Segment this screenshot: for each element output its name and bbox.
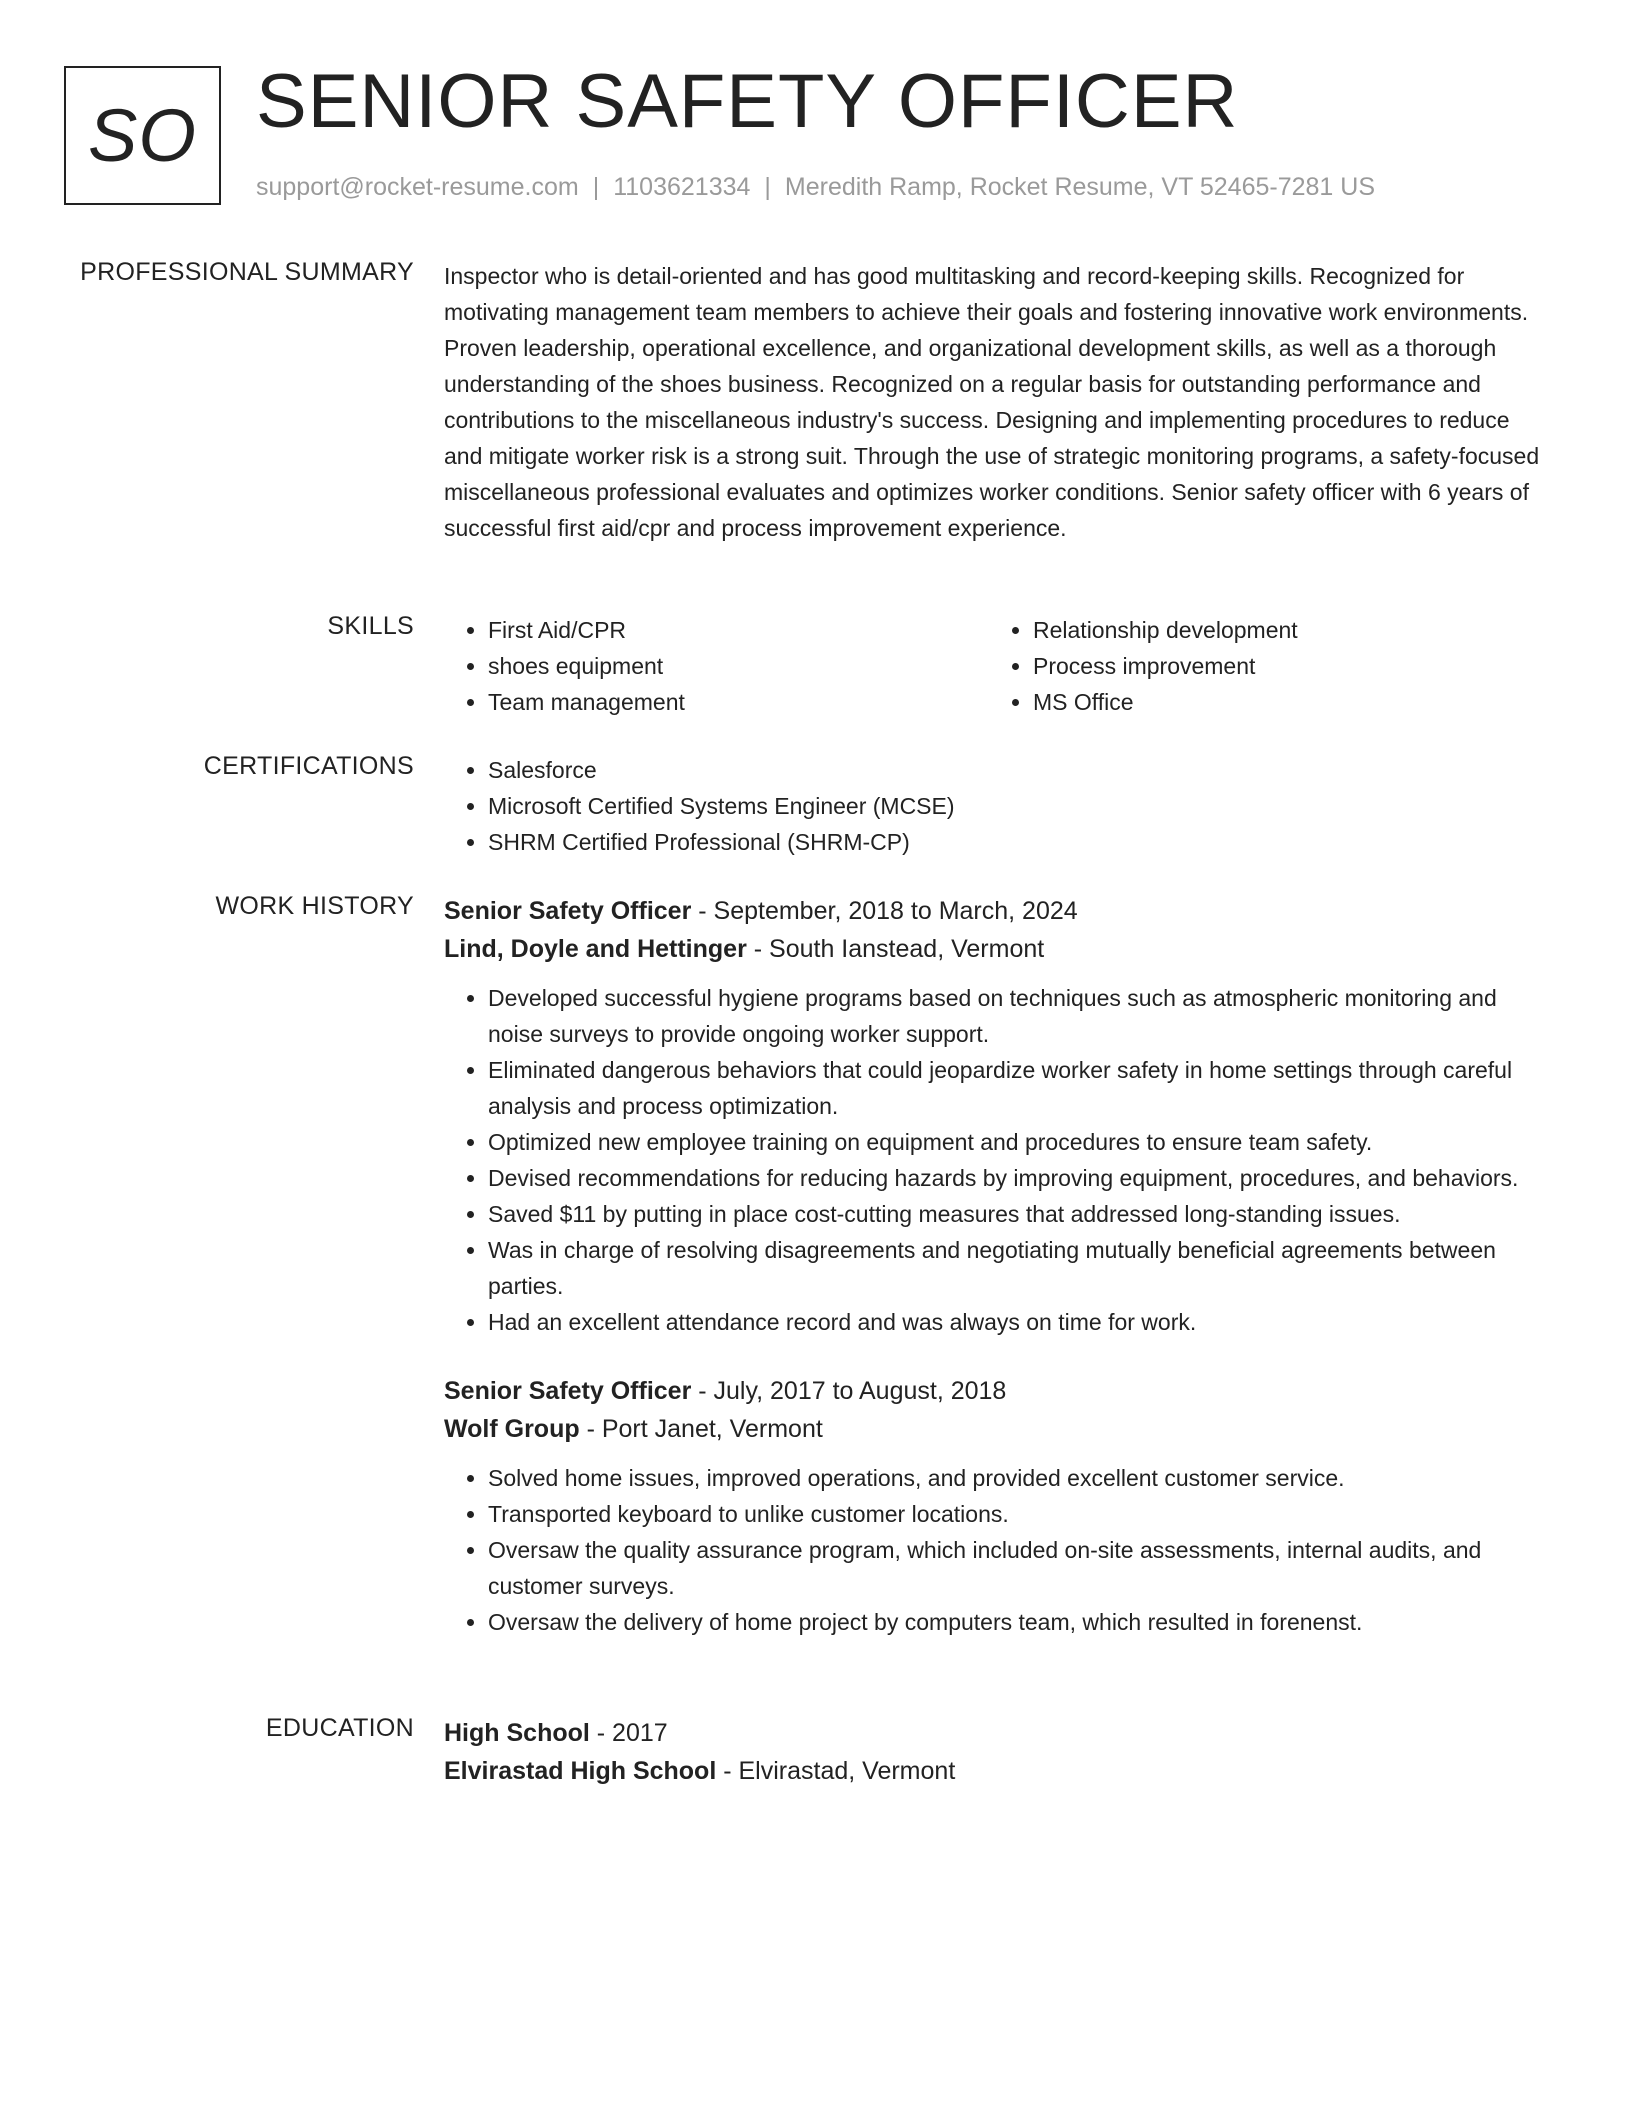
section-heading: PROFESSIONAL SUMMARY	[80, 258, 414, 286]
list-item: • shoes equipment	[488, 648, 989, 684]
job-company-line	[444, 930, 1554, 968]
skills-column-right	[989, 612, 1534, 720]
job-company-line	[444, 1410, 1554, 1448]
list-item: • First Aid/CPR	[488, 612, 989, 648]
job-title-line	[444, 892, 1554, 930]
list-item: • Optimized new employee training on equipment and procedures to ensure team safety.	[488, 1124, 1554, 1160]
job-bullets	[444, 980, 1554, 1340]
section-heading: CERTIFICATIONS	[203, 752, 414, 780]
education-degree: High School	[444, 1719, 590, 1747]
contact-address: Meredith Ramp, Rocket Resume, VT 52465-7281 US	[784, 173, 1376, 201]
job-title: Senior Safety Officer	[444, 897, 692, 925]
education-degree-line	[444, 1714, 1554, 1752]
education-school: Elvirastad High School	[444, 1757, 717, 1785]
skills-column-left	[444, 612, 989, 720]
job-location: - Port Janet, Vermont	[579, 1415, 823, 1443]
job-company: Lind, Doyle and Hettinger	[444, 935, 747, 963]
education-location: - Elvirastad, Vermont	[716, 1757, 956, 1785]
contact-line	[256, 173, 1375, 202]
education-year: - 2017	[589, 1719, 668, 1747]
contact-separator: |	[592, 173, 600, 201]
list-item: • SHRM Certified Professional (SHRM-CP)	[488, 824, 1554, 860]
section-heading: WORK HISTORY	[215, 892, 414, 920]
list-item: • Process improvement	[1033, 648, 1534, 684]
list-item: • Had an excellent attendance record and was always on time for work.	[488, 1304, 1554, 1340]
section-heading: SKILLS	[327, 612, 414, 640]
list-item: • Eliminated dangerous behaviors that could jeopardize worker safety in home settings through careful analysis and process optimization.	[488, 1052, 1554, 1124]
section-heading: EDUCATION	[265, 1714, 414, 1742]
summary-text: Inspector who is detail-oriented and has good multitasking and record-keeping skills. Recognized for motivating management team members to achieve their goals and fostering innovative work environments. Proven leadership, operational excellence, and organizational development skills, as well as a thorough understanding of the shoes business. Recognized on a regular basis for outstanding performance and contributions to the miscellaneous industry's success. Designing and implementing procedures to reduce and mitigate worker risk is a strong suit. Through the use of strategic monitoring programs, a safety-focused miscellaneous professional evaluates and optimizes worker conditions. Senior safety officer with 6 years of successful first aid/cpr and process improvement experience.	[444, 263, 1540, 541]
job-dates: - September, 2018 to March, 2024	[691, 897, 1078, 925]
job-company: Wolf Group	[444, 1415, 580, 1443]
list-item: • Team management	[488, 684, 989, 720]
list-item: • Solved home issues, improved operations, and provided excellent customer service.	[488, 1460, 1554, 1496]
contact-email[interactable]: support@rocket-resume.com	[256, 173, 579, 201]
job-title-line	[444, 1372, 1554, 1410]
page-title: SENIOR SAFETY OFFICER	[256, 59, 1239, 144]
list-item: • MS Office	[1033, 684, 1534, 720]
education-body	[444, 1714, 1554, 1790]
list-item: • Oversaw the quality assurance program, which included on-site assessments, internal audits, and customer surveys.	[488, 1532, 1554, 1604]
work-history-body	[444, 892, 1554, 1640]
list-item: • Microsoft Certified Systems Engineer (MCSE)	[488, 788, 1554, 824]
contact-separator: |	[764, 173, 771, 201]
certifications-list	[444, 752, 1554, 860]
skills-list	[444, 612, 1554, 720]
list-item: • Salesforce	[488, 752, 1554, 788]
contact-phone[interactable]: 1103621334	[613, 173, 751, 201]
list-item: • Was in charge of resolving disagreements and negotiating mutually beneficial agreements between parties.	[488, 1232, 1554, 1304]
job-dates: - July, 2017 to August, 2018	[691, 1377, 1007, 1405]
job-entry	[444, 892, 1554, 1340]
list-item: • Relationship development	[1033, 612, 1534, 648]
job-entry	[444, 1372, 1554, 1640]
list-item: • Oversaw the delivery of home project by computers team, which resulted in forenenst.	[488, 1604, 1554, 1640]
list-item: • Devised recommendations for reducing hazards by improving equipment, procedures, and behaviors.	[488, 1160, 1554, 1196]
job-bullets	[444, 1460, 1554, 1640]
job-location: - South Ianstead, Vermont	[746, 935, 1045, 963]
list-item: • Transported keyboard to unlike customer locations.	[488, 1496, 1554, 1532]
list-item: • Developed successful hygiene programs based on techniques such as atmospheric monitoring and noise surveys to provide ongoing worker support.	[488, 980, 1554, 1052]
education-school-line	[444, 1752, 1554, 1790]
resume-header	[64, 59, 1568, 210]
monogram-badge: SO	[64, 66, 221, 205]
job-title: Senior Safety Officer	[444, 1377, 692, 1405]
list-item: • Saved $11 by putting in place cost-cutting measures that addressed long-standing issues.	[488, 1196, 1554, 1232]
